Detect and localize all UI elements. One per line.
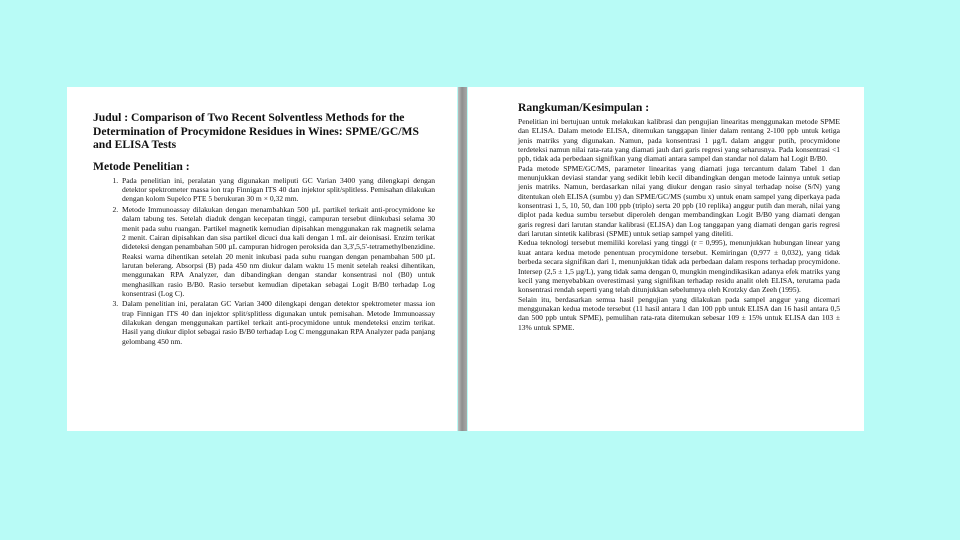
summary-heading: Rangkuman/Kesimpulan : — [518, 101, 650, 114]
methods-list — [93, 176, 435, 346]
methods-heading: Metode Penelitian : — [93, 159, 190, 173]
summary-paragraph-2: Pada metode SPME/GC/MS, parameter linearitas yang diamati juga tercantum dalam Tabel 1 dan menunjukkan deviasi standar yang sedikit lebih kecil dibandingkan dengan metode lainnya untuk setiap jenis matriks. Namun, berdasarkan nilai yang diukur dengan rasio sinyal terhadap noise (S/N) yang ditentukan oleh ELISA (sumbu y) dan SPME/GC/MS (sumbu x) untuk enam sampel yang diperkaya pada konsentrasi 1, 5, 10, 50, dan 100 ppb (triplo) serta 20 ppb (10 replika) anggur putih dan merah, nilai yang diplot pada kedua sumbu tersebut diperoleh dengan membandingkan Logit B/B0 yang diamati dengan garis regresi dari larutan standar kalibrasi (ELISA) dan Log tanggapan yang diamati dengan garis regresi dari larutan sintetik kalibrasi (SPME) untuk setiap sampel yang diteliti. — [518, 163, 840, 239]
document-title: Judul : Comparison of Two Recent Solventless Methods for the Determination of Procymidone Residues in Wines: SPME/GC/MS and ELISA Tests — [93, 111, 419, 152]
methods-item-1: 1. Pada penelitian ini, peralatan yang digunakan meliputi GC Varian 3400 yang dilengkapi dengan detektor spektrometer massa ion trap Finnigan ITS 40 dan injektor split/splitless. Pemisahan dilakukan dengan kolom Supelco PTE 5 berukuran 30 m × 0,32 mm. — [120, 176, 435, 204]
summary-paragraph-4: Selain itu, berdasarkan semua hasil pengujian yang dilakukan pada sampel anggur yang dicemari menggunakan kedua metode tersebut (11 hasil antara 1 dan 100 ppb untuk ELISA dan 16 hasil antara 0,5 dan 500 ppb untuk SPME), pemulihan rata-rata ditemukan sebesar 109 ± 15% untuk ELISA dan 103 ± 13% untuk SPME. — [518, 294, 840, 332]
page-divider — [458, 87, 467, 431]
summary-paragraph-3: Kedua teknologi tersebut memiliki korelasi yang tinggi (r = 0,995), menunjukkan hubungan linear yang kuat antara kedua metode penentuan procymidone tersebut. Kemiringan (0,977 ± 0,032), yang tidak berbeda secara signifikan dari 1, menunjukkan tidak ada perbedaan dalam respons terhadap procymidone. Intersep (2,5 ± 1,5 µg/L), yang tidak sama dengan 0, mungkin mengindikasikan adanya efek matriks yang kecil yang menyebabkan overestimasi yang signifikan terhadap residu analit oleh ELISA, terutama pada konsentrasi rendah seperti yang telah ditunjukkan sebelumnya oleh Krotzky dan Zeeh (1995). — [518, 238, 840, 295]
summary-paragraph-1: Penelitian ini bertujuan untuk melakukan kalibrasi dan pengujian linearitas menggunakan metode SPME dan ELISA. Dalam metode ELISA, ditemukan tanggapan linier dalam rentang 2-100 ppb untuk ketiga jenis matriks yang digunakan. Namun, pada konsentrasi 1 µg/L dalam anggur putih, procymidone terdeteksi namun nilai rata-rata yang diamati jauh dari garis regresi yang seharusnya. Pada konsentrasi <1 ppb, tidak ada perbedaan signifikan yang diamati antara sampel dan standar nol dalam hal Logit B/B0. — [518, 117, 840, 164]
methods-item-3: 3. Dalam penelitian ini, peralatan GC Varian 3400 dilengkapi dengan detektor spektrometer massa ion trap Finnigan ITS 40 dan injektor split/splitless digunakan untuk pemisahan. Metode Immunoassay dilakukan dengan menggunakan partikel terkait anti-procymidone untuk mendeteksi enzim terikat. Hasil yang diukur diplot sebagai rasio B/B0 terhadap Log C menggunakan RPA Analyzer pada panjang gelombang 450 nm. — [120, 299, 435, 346]
right-page — [468, 87, 864, 431]
summary-body — [518, 117, 840, 332]
methods-item-2: 2. Metode Immunoassay dilakukan dengan menambahkan 500 µL partikel terkait anti-procymidone ke dalam tabung tes. Setelah diaduk dengan kecepatan tinggi, campuran tersebut diinkubasi selama 30 menit pada suhu ruangan. Partikel magnetik kemudian dipisahkan menggunakan rak magnetik selama 2 menit. Cairan dipisahkan dan sisa partikel dicuci dua kali dengan 1 mL air deionisasi. Enzim terikat dideteksi dengan penambahan 500 µL campuran hidrogen peroksida dan 3,3',5,5'-tetramethylbenzidine. Reaksi warna dihentikan setelah 20 menit inkubasi pada suhu ruangan dengan penambahan 500 µL larutan belerang. Absorpsi (B) pada 450 nm diukur dalam waktu 15 menit setelah reaksi dihentikan, menggunakan RPA Analyzer, dan dibandingkan dengan standar konsentrasi nol (B0) untuk menghasilkan rasio B/B0. Rasio tersebut kemudian dipetakan sebagai Logit B/B0 terhadap Log konsentrasi (Log C). — [120, 205, 435, 298]
left-page — [67, 87, 457, 431]
